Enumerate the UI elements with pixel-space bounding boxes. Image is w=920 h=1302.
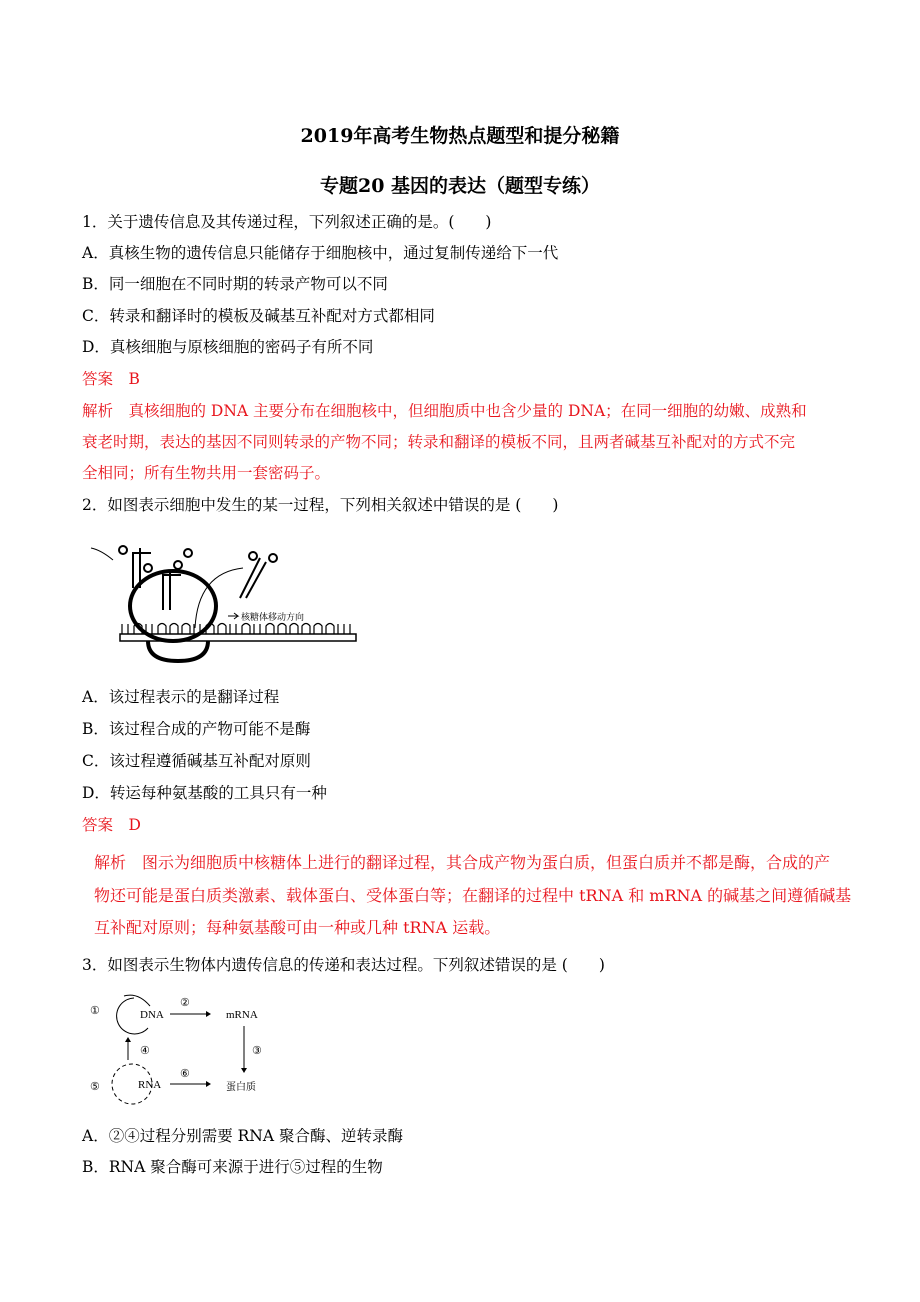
question-2-option-c: C．该过程遵循碱基互补配对原则 (82, 752, 311, 770)
document-title: 2019年高考生物热点题型和提分秘籍 (300, 125, 620, 147)
question-3-option-a: A．②④过程分别需要 RNA 聚合酶、逆转录酶 (82, 1127, 403, 1145)
question-2-analysis-line: 物还可能是蛋白质类激素、载体蛋白、受体蛋白等；在翻译的过程中 tRNA 和 mRNA 的碱基之间遵循碱基 (94, 886, 852, 905)
exit-arrow (91, 548, 113, 560)
question-2-analysis-line: 互补配对原则；每种氨基酸可由一种或几种 tRNA 运载。 (94, 918, 501, 937)
question-1-answer: 答案 B (82, 370, 140, 388)
ribosome-large-subunit (130, 571, 216, 641)
information-flow-diagram (88, 990, 278, 1110)
question-2-option-b: B．该过程合成的产物可能不是酶 (82, 720, 311, 738)
translation-diagram (88, 538, 360, 663)
question-2-stem: 2．如图表示细胞中发生的某一过程，下列相关叙述中错误的是 ( ) (82, 496, 559, 514)
question-1-option-d: D．真核细胞与原核细胞的密码子有所不同 (82, 338, 374, 356)
question-1-stem: 1．关于遗传信息及其传递过程，下列叙述正确的是。( ) (82, 213, 492, 231)
question-2-answer: 答案 D (82, 816, 141, 834)
step-3-label: ③ (252, 1045, 262, 1057)
ribosome-direction-label: 核糖体移动方向 (241, 613, 305, 623)
question-1-option-a: A．真核生物的遗传信息只能储存于细胞核中，通过复制传递给下一代 (82, 244, 559, 262)
step-4-label: ④ (140, 1045, 150, 1057)
codon-bumps (122, 624, 350, 635)
rna-node: RNA (138, 1079, 162, 1091)
question-1-option-b: B．同一细胞在不同时期的转录产物可以不同 (82, 275, 388, 293)
step-1-label: ① (90, 1005, 100, 1017)
ribosome-small-subunit (148, 641, 208, 661)
question-1-analysis-line: 衰老时期，表达的基因不同则转录的产物不同；转录和翻译的模板不同，且两者碱基互补配对的方式不完 (82, 433, 796, 451)
question-2-analysis-line: 解析 图示为细胞质中核糖体上进行的翻译过程，其合成产物为蛋白质，但蛋白质并不都是酶，合成的产 (94, 853, 831, 872)
document-subtitle: 专题20 基因的表达（题型专练） (319, 175, 601, 197)
question-1-analysis-line: 全相同；所有生物共用一套密码子。 (82, 464, 331, 482)
question-2-option-d: D．转运每种氨基酸的工具只有一种 (82, 784, 327, 802)
step-2-label: ② (180, 997, 190, 1009)
entry-arrow (195, 568, 243, 628)
dna-node: DNA (140, 1009, 164, 1021)
question-1-analysis-line: 解析 真核细胞的 DNA 主要分布在细胞核中，但细胞质中也含少量的 DNA；在同一细胞的幼嫩、成熟和 (82, 402, 807, 420)
step-6-label: ⑥ (180, 1068, 190, 1080)
direction-arrow-icon (228, 613, 238, 619)
question-3-stem: 3．如图表示生物体内遗传信息的传递和表达过程。下列叙述错误的是 ( ) (82, 956, 605, 974)
question-1-option-c: C．转录和翻译时的模板及碱基互补配对方式都相同 (82, 307, 435, 325)
mrna-node: mRNA (226, 1009, 258, 1021)
question-3-option-b: B．RNA 聚合酶可来源于进行⑤过程的生物 (82, 1158, 383, 1176)
question-2-option-a: A．该过程表示的是翻译过程 (82, 688, 280, 706)
step-5-label: ⑤ (90, 1081, 100, 1093)
protein-node: 蛋白质 (226, 1082, 256, 1093)
